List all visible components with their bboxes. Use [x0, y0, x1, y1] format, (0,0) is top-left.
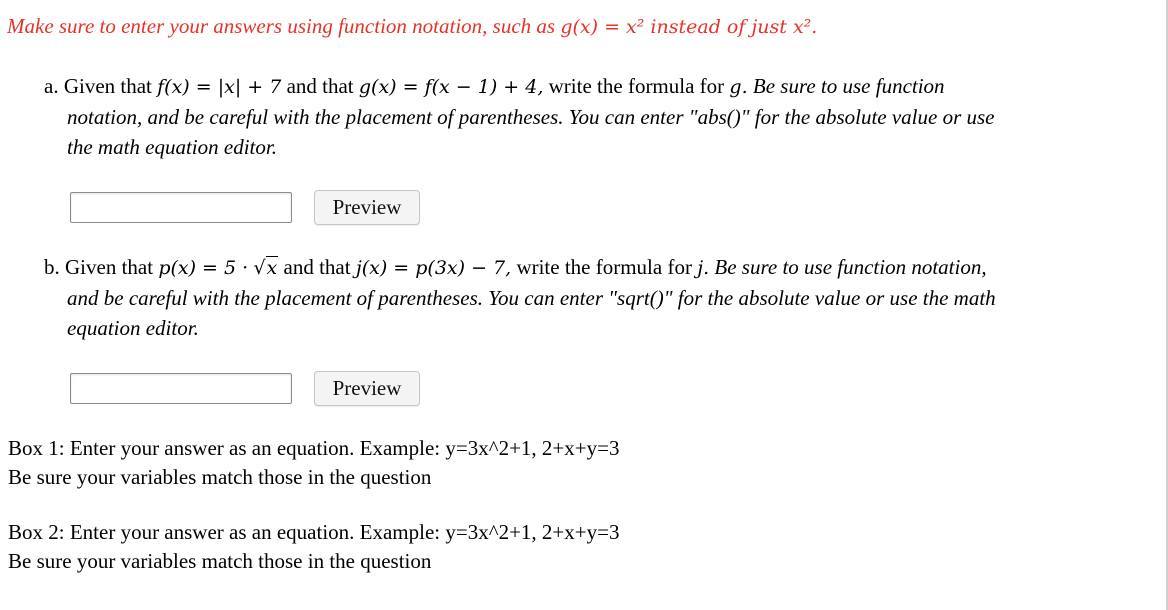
- part-b-write: write the formula for: [516, 255, 692, 279]
- preview-button-2-label: Preview: [332, 376, 402, 400]
- part-a-and-that: and that: [286, 74, 354, 98]
- answer-box-1-input[interactable]: [70, 192, 292, 223]
- part-b-line-1: [44, 252, 1144, 283]
- part-a-line-3: [44, 132, 1144, 162]
- part-a-instruction-2: notation, and be careful with the placement of parentheses. You can enter "abs()" for the absolute value or use: [67, 105, 995, 129]
- part-b-label: b.: [44, 255, 60, 279]
- part-a-line-2: [44, 102, 1144, 132]
- part-a-g-definition: g(x) = f(x − 1) + 4,: [358, 76, 544, 98]
- part-b-j-definition: j(x) = p(3x) − 7,: [355, 257, 512, 279]
- part-a-line-1: [44, 71, 1144, 102]
- warning-text: Make sure to enter your answers using function notation, such as: [7, 14, 561, 38]
- box-1-hint-line-1: Box 1: Enter your answer as an equation. Example: y=3x^2+1, 2+x+y=3: [8, 436, 620, 460]
- part-b-p-definition: p(x) = 5 ·: [158, 257, 249, 279]
- part-b-instruction-3: equation editor.: [67, 316, 199, 340]
- preview-button-1[interactable]: [314, 190, 420, 225]
- part-a-instruction-3: the math equation editor.: [67, 135, 277, 159]
- preview-button-2[interactable]: [314, 371, 420, 406]
- box-2-hint: [8, 518, 619, 576]
- part-b-line-3: [44, 313, 1144, 343]
- part-b-and-that: and that: [283, 255, 351, 279]
- part-a-write: write the formula for: [548, 74, 725, 98]
- box-2-hint-line-2: Be sure your variables match those in the question: [8, 549, 432, 573]
- box-1-hint: [8, 434, 619, 492]
- part-b-instruction-1: Be sure to use function notation,: [714, 255, 987, 279]
- part-b-instruction-2: and be careful with the placement of parentheses. You can enter "sqrt()" for the absolute value or use the math: [67, 286, 996, 310]
- box-2-hint-line-1: Box 2: Enter your answer as an equation. Example: y=3x^2+1, 2+x+y=3: [8, 520, 620, 544]
- part-a-label: a.: [44, 74, 59, 98]
- answer-box-2-input[interactable]: [70, 373, 292, 404]
- part-a-target: g.: [729, 76, 748, 98]
- square-root-expression: √x: [253, 257, 278, 279]
- question-part-b: [44, 252, 1144, 343]
- part-a-instruction-1: Be sure to use function: [752, 74, 945, 98]
- part-b-target: j.: [697, 257, 710, 279]
- part-a-f-definition: f(x) = |x| + 7: [157, 76, 282, 98]
- warning-example: g(x) = x² instead of just x².: [560, 16, 818, 38]
- square-root-radicand: x: [266, 257, 278, 279]
- box-1-hint-line-2: Be sure your variables match those in the question: [8, 465, 432, 489]
- question-part-a: [44, 71, 1144, 162]
- part-b-given: Given that: [65, 255, 154, 279]
- part-b-line-2: [44, 283, 1144, 313]
- part-a-given: Given that: [63, 74, 152, 98]
- preview-button-1-label: Preview: [332, 195, 402, 219]
- function-notation-warning: [7, 14, 817, 39]
